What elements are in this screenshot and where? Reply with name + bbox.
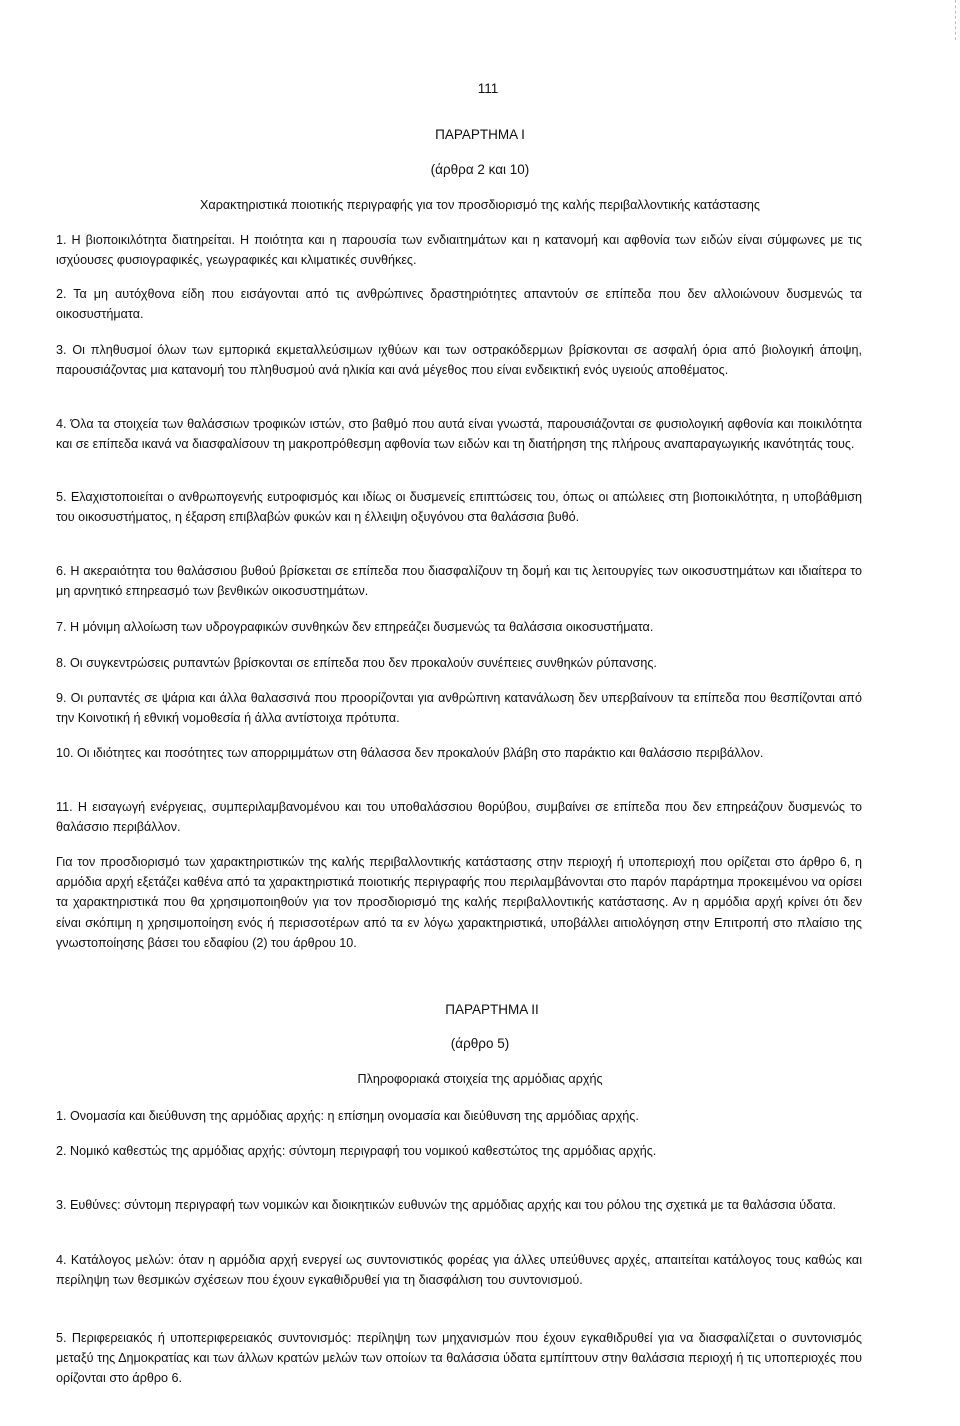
scan-edge-mark (954, 0, 956, 40)
annex1-item-1: 1. Η βιοποικιλότητα διατηρείται. Η ποιότητα και η παρουσία των ενδιαιτημάτων και η κατανομή και αφθονία των ειδών είναι σύμφωνες με τις ισχύουσες φυσιογραφικές, γεωγραφικές και κλιματικές συνθήκες. (56, 233, 862, 268)
annex1-item-5: 5. Ελαχιστοποιείται ο ανθρωπογενής ευτροφισμός και ιδίως οι δυσμενείς επιπτώσεις του, όπως οι απώλειες στη βιοποικιλότητα, η υποβάθμιση του οικοσυστήματος, η έξαρση επιβλαβών φυκών και η έλλειψη οξυγόνου στα θαλάσσια βυθό. (56, 490, 862, 525)
annex1-item-3: 3. Οι πληθυσμοί όλων των εμπορικά εκμεταλλεύσιμων ιχθύων και των οστρακόδερμων βρίσκονται σε ασφαλή όρια από βιολογική άποψη, παρουσιάζοντας μια κατανομή του πληθυσμού ανά ηλικία και ανά μέγεθος που είναι ενδεικτική ενός υγειούς αποθέματος. (56, 343, 862, 378)
page-number: 111 (477, 81, 499, 96)
annex2-title: ΠΑΡΑΡΤΗΜΑ ΙΙ (445, 1002, 539, 1017)
annex2-item-3: 3. Ευθύνες: σύντομη περιγραφή των νομικών και διοικητικών ευθυνών της αρμόδιας αρχής και του ρόλου της σχετικά με τα θαλάσσια ύδατα. (56, 1198, 836, 1212)
annex1-item-9: 9. Οι ρυπαντές σε ψάρια και άλλα θαλασσινά που προορίζονται για ανθρώπινη κατανάλωση δεν υπερβαίνουν τα επίπεδα που θεσπίζονται από την Κοινοτική ή εθνική νομοθεσία ή άλλα αντίστοιχα πρότυπα. (56, 691, 862, 726)
annex1-item-2: 2. Τα μη αυτόχθονα είδη που εισάγονται από τις ανθρώπινες δραστηριότητες απαντούν σε επίπεδα που δεν αλλοιώνουν δυσμενώς τα οικοσυστήματα. (56, 287, 862, 322)
annex1-item-10: 10. Οι ιδιότητες και ποσότητες των απορριμμάτων στη θάλασσα δεν προκαλούν βλάβη στο παράκτιο και θαλάσσιο περιβάλλον. (56, 746, 764, 760)
annex1-item-4: 4. Όλα τα στοιχεία των θαλάσσιων τροφικών ιστών, στο βαθμό που αυτά είναι γνωστά, παρουσιάζονται σε φυσιολογική αφθονία και ποικιλότητα και σε επίπεδα ικανά να διασφαλίσουν τη μακροπρόθεσμη αφθονία των ειδών και τη διατήρηση της πλήρους αναπαραγωγικής ικανότητάς τους. (56, 417, 862, 452)
annex2-item-2: 2. Νομικό καθεστώς της αρμόδιας αρχής: σύντομη περιγραφή του νομικού καθεστώτος της αρμόδιας αρχής. (56, 1144, 657, 1158)
annex2-subtitle: Πληροφοριακά στοιχεία της αρμόδιας αρχής (357, 1072, 603, 1086)
annex1-item-6: 6. Η ακεραιότητα του θαλάσσιου βυθού βρίσκεται σε επίπεδα που διασφαλίζουν τη δομή και τις λειτουργίες των οικοσυστημάτων και ιδιαίτερα το μη αρνητικό επηρεασμό των βενθικών οικοσυστημάτων. (56, 564, 862, 599)
annex1-subtitle: Χαρακτηριστικά ποιοτικής περιγραφής για τον προσδιορισμό της καλής περιβαλλοντικής κατάστασης (200, 198, 760, 212)
annex2-item-4: 4. Κατάλογος μελών: όταν η αρμόδια αρχή ενεργεί ως συντονιστικός φορέας για άλλες υπεύθυνες αρχές, απαιτείται κατάλογος τους καθώς και περίληψη των θεσμικών σχέσεων που έχουν εγκαθιδρυθεί για τη διασφάλιση του συντονισμού. (56, 1253, 862, 1288)
annex1-item-8: 8. Οι συγκεντρώσεις ρυπαντών βρίσκονται σε επίπεδα που δεν προκαλούν συνέπειες συνθηκών ρύπανσης. (56, 656, 657, 670)
annex2-articles: (άρθρο 5) (450, 1036, 510, 1051)
annex1-title: ΠΑΡΑΡΤΗΜΑ Ι (435, 127, 525, 142)
annex1-item-11: 11. Η εισαγωγή ενέργειας, συμπεριλαμβανομένου και του υποθαλάσσιου θορύβου, συμβαίνει σε επίπεδα που δεν επηρεάζουν δυσμενώς το θαλάσσιο περιβάλλον. (56, 800, 862, 835)
annex1-item-7: 7. Η μόνιμη αλλοίωση των υδρογραφικών συνθηκών δεν επηρεάζει δυσμενώς τα θαλάσσια οικοσυστήματα. (56, 620, 654, 634)
annex2-item-5: 5. Περιφερειακός ή υποπεριφερειακός συντονισμός: περίληψη των μηχανισμών που έχουν εγκαθιδρυθεί για να διασφαλίζεται ο συντονισμός μεταξύ της Δημοκρατίας και των άλλων κρατών μελών των οποίων τα θαλάσσια ύδατα εμπίπτουν στην θαλάσσια περιοχή ή τις υποπεριοχές που ορίζονται στο άρθρο 6. (56, 1331, 862, 1386)
annex1-closing: Για τον προσδιορισμό των χαρακτηριστικών της καλής περιβαλλοντικής κατάστασης στην περιοχή ή υποπεριοχή που ορίζεται στο άρθρο 6, η αρμόδια αρχή εξετάζει καθένα από τα χαρακτηριστικά ποιοτικής περιγραφής που περιλαμβάνονται στο παρόν παράρτημα προκειμένου να ορίσει τα χαρακτηριστικά που θα χρησιμοποιηθούν για τον προσδιορισμό της καλής περιβαλλοντικής κατάστασης. Αν η αρμόδια αρχή κρίνει ότι δεν είναι σκόπιμη η χρησιμοποίηση ενός ή περισσοτέρων από τα εν λόγω χαρακτηριστικά, υποβάλλει αιτιολόγηση στην Επιτροπή στο πλαίσιο της γνωστοποίησης βάσει του εδαφίου (2) του άρθρου 10. (56, 855, 862, 950)
annex2-item-1: 1. Ονομασία και διεύθυνση της αρμόδιας αρχής: η επίσημη ονομασία και διεύθυνση της αρμόδιας αρχής. (56, 1109, 639, 1123)
annex1-articles: (άρθρα 2 και 10) (430, 162, 530, 177)
